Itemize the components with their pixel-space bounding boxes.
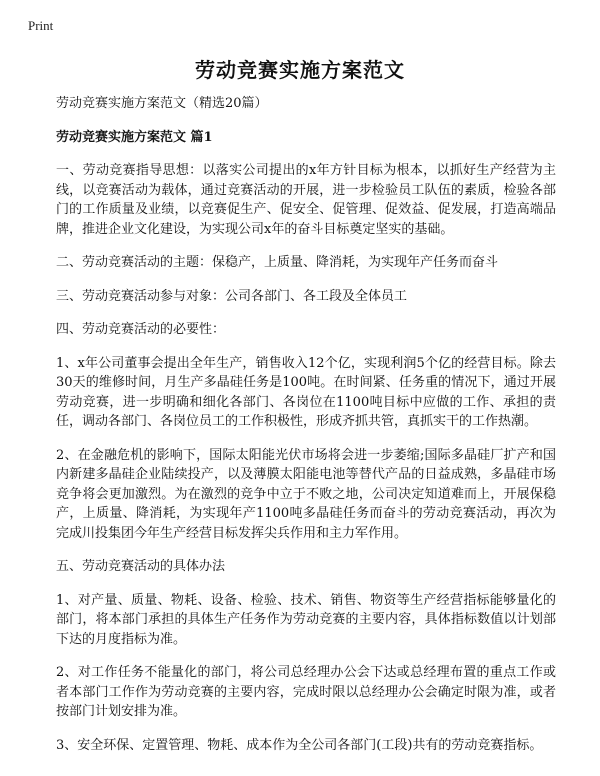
paragraph: 1、x年公司董事会提出全年生产，销售收入12个亿，实现利润5个亿的经营目标。除去30天的维修时间，月生产多晶硅任务是100吨。在时间紧、任务重的情况下，通过开展劳动竞赛，进一步明确和细化各部门、各岗位在1100吨目标中应做的工作、承担的责任，调动各部门、各岗位员工的工作积极性，形成齐抓共管，真抓实干的工作热潮。	[56, 355, 556, 429]
paragraph: 2、在金融危机的影响下，国际太阳能光伏市场将会进一步萎缩;国际多晶硅厂扩产和国内新建多晶硅企业陆续投产，以及薄膜太阳能电池等替代产品的日益成熟，多晶硅市场竞争将会更加激烈。为在激烈的竞争中立于不败之地，公司决定知道难而上，开展保稳产，上质量、降消耗，为实现年产1100吨多晶硅任务而奋斗的劳动竞赛活动，再次为完成川投集团今年生产经营目标发挥尖兵作用和主力军作用。	[56, 447, 556, 541]
document-title: 劳动竞赛实施方案范文	[195, 58, 405, 82]
paragraph: 3、安全环保、定置管理、物耗、成本作为全公司各部门(工段)共有的劳动竞赛指标。	[56, 737, 543, 753]
print-label: Print	[28, 18, 54, 33]
document-body	[56, 94, 556, 769]
document-subtitle: 劳动竞赛实施方案范文（精选20篇）	[56, 96, 268, 111]
section-heading: 劳动竞赛实施方案范文 篇1	[56, 129, 213, 145]
paragraph: 2、对工作任务不能量化的部门，将公司总经理办公会下达或总经理布置的重点工作或者本部门工作作为劳动竞赛的主要内容，完成时限以总经理办公会确定时限为准，或者按部门计划安排为准。	[56, 665, 556, 719]
paragraph: 二、劳动竞赛活动的主题：保稳产，上质量、降消耗，为实现年产任务而奋斗	[56, 255, 499, 270]
paragraph: 四、劳动竞赛活动的必要性：	[56, 322, 226, 337]
paragraph: 1、对产量、质量、物耗、设备、检验、技术、销售、物资等生产经营指标能够量化的部门，将本部门承担的具体生产任务作为劳动竞赛的主要内容，具体指标数值以计划部下达的月度指标为准。	[56, 592, 556, 647]
paragraph: 五、劳动竞赛活动的具体办法	[56, 559, 226, 574]
paragraph: 一、劳动竞赛指导思想：以落实公司提出的x年方针目标为根本，以抓好生产经营为主线，以竞赛活动为载体，通过竞赛活动的开展，进一步检验员工队伍的素质，检验各部门的工作质量及业绩，以竞赛促生产、促安全、促管理、促效益、促发展，打造高端品牌，推进企业文化建设，为实现公司x年的奋斗目标奠定坚实的基础。	[56, 163, 556, 237]
paragraph: 三、劳动竞赛活动参与对象：公司各部门、各工段及全体员工	[56, 288, 408, 304]
